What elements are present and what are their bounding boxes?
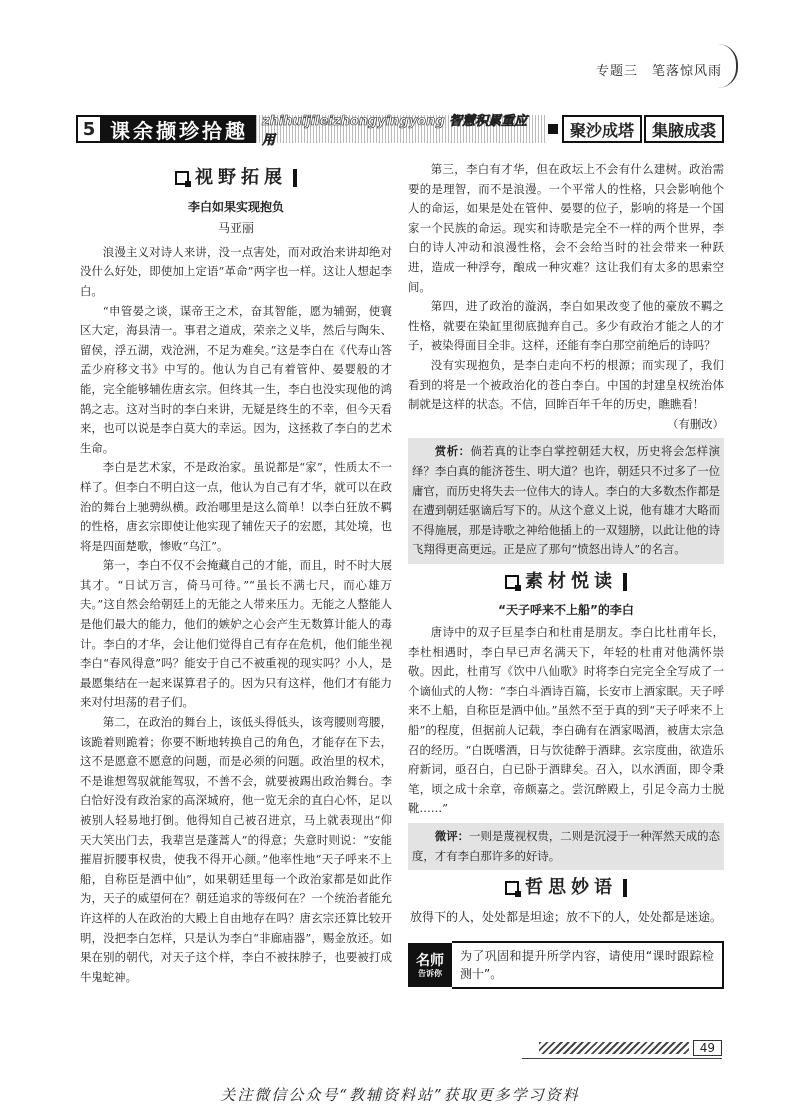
square-marker-icon bbox=[505, 881, 519, 895]
badge-sub: 告诉你 bbox=[418, 968, 442, 978]
page-number: 49 bbox=[693, 1040, 722, 1056]
article-author: 马亚丽 bbox=[217, 221, 254, 236]
tip-text: 为了巩固和提升所学内容，请使用“课时跟踪检测十”。 bbox=[452, 941, 724, 989]
paragraph: 浪漫主义对诗人来讲，没一点害处，而对政治来讲却绝对没什么好处，即使加上定语“革命”两字也一样。这让人想起李白。 bbox=[80, 244, 392, 298]
banner-tag-1: 聚沙成塔 bbox=[562, 115, 642, 143]
appreciation-text: 倘若真的让李白掌控朝廷大权，历史将会怎样演绎？李白真的能济苍生、明大道？也许，朝廷只不过多了一位庸官，而历史将失去一位伟大的诗人。李白的大多数杰作都是在遭到朝廷驱谪后写下的。从这个意义上说，他有雄才大略而不得施展，那是诗歌之神给他插上的一双翅膀，以此让他的诗飞翔得更高更远。正是应了那句“愤怒出诗人”的名言。 bbox=[412, 444, 720, 557]
comment-label: 微评： bbox=[434, 829, 470, 843]
badge-main: 名师 bbox=[416, 952, 444, 969]
paragraph: 第四，进了政治的漩涡，李白如果改变了他的豪放不羁之性格，就要在染缸里彻底抛弃自己。多少有政治才能之人的才子，被染得面目全非。这样，还能有李白那空前绝后的诗吗？ bbox=[408, 299, 724, 353]
divider bbox=[522, 1058, 722, 1059]
banner-tag-2: 集腋成裘 bbox=[644, 115, 724, 143]
paragraph: 第二，在政治的舞台上，该低头得低头，该弯腰则弯腰，该跪着则跪着；你要不断地转换自己的角色，才能存在下去，这不是愿意不愿意的问题，而是必须的问题。政治里的权术，不是谁想驾驭就能驾驭，不善不会，就要被踢出政治舞台。李白恰好没有政治家的高深城府，他一览无余的直白心怀，足以被别人轻易地打倒。他得知自己被召进京，马上就表现出“仰天大笑出门去，我辈岂是蓬蒿人”的得意；失意时则说：“安能摧眉折腰事权贵，使我不得开心颜。”他率性地“天子呼来不上船，自称臣是酒中仙”，如果朝廷里每一个政治家都是如此作为，天子的威望何在？朝廷追求的等级何在？一个统治者能允许这样的人在政治的大殿上自由地存在吗？唐玄宗还算比较开明，没把李白怎样，只是认为李白“非廊庙器”，赐金放还。如果在别的朝代，对天子这个样，李白不被抹脖子，也要被打成牛鬼蛇神。 bbox=[80, 715, 392, 984]
appreciation-label: 赏析： bbox=[434, 444, 471, 459]
paragraph: 没有实现抱负，是李白走向不朽的根源；而实现了，我们看到的将是一个被政治化的苍白李白。中国的封建皇权统治体制就是这样的状态。不信，回眸百年千年的历史，瞧瞧看！ bbox=[408, 357, 724, 412]
section-heading-text: 哲思妙语 bbox=[525, 877, 617, 899]
bar-icon bbox=[293, 169, 297, 187]
square-marker-icon bbox=[505, 575, 519, 589]
bar-icon bbox=[623, 573, 627, 591]
left-column bbox=[80, 160, 392, 987]
footer-note: 关注微信公众号“教辅资料站”获取更多学习资料 bbox=[220, 1086, 580, 1104]
section-banner bbox=[76, 114, 724, 148]
appreciation-box bbox=[408, 438, 724, 564]
teacher-badge bbox=[408, 943, 452, 987]
article-title: 李白如果实现抱负 bbox=[187, 199, 284, 214]
comment-box bbox=[408, 823, 724, 870]
banner-pinyin: zhihuijileizhongyingyong 智慧积累重应用 bbox=[256, 115, 546, 143]
comment-text: 一则是蔑视权贵，二则是沉浸于一种浑然天成的态度，才有李白那许多的好诗。 bbox=[412, 829, 720, 863]
chapter-header: 专题三 笔落惊风雨 bbox=[595, 64, 722, 79]
square-marker-icon bbox=[175, 171, 189, 185]
philosophy-quote: 放得下的人，处处都是坦途；放不下的人，处处都是迷途。 bbox=[409, 909, 722, 924]
stripe-decoration bbox=[539, 1042, 689, 1054]
paragraph: 李白是艺术家，不是政治家。虽说都是“家”，性质太不一样了。但李白不明白这一点，他认为自己有才华，就可以在政治的舞台上驰骋纵横。政治哪里是这么简单！以李白狂放不羁的性格，唐玄宗即使让他实现了辅佐天子的宏愿，其处境，也将是四面楚歌，惨败“乌江”。 bbox=[80, 460, 392, 553]
section-heading-zhesi bbox=[408, 878, 724, 898]
teacher-tip bbox=[408, 941, 724, 989]
right-column bbox=[408, 160, 724, 989]
paragraph: 第三，李白有才华，但在政坛上不会有什么建树。政治需要的是理智，而不是浪漫。一个平常人的性格，只会影响他个人的命运，如果是处在管仲、晏婴的位子，影响的将是一个国家一个民族的命运。现实和诗歌是完全不一样的两个世界，李白的诗人冲动和浪漫性格，会不会给当时的社会带来一种跃进，造成一种浮夸，酿成一种灾难？这让我们有太多的思索空间。 bbox=[408, 162, 724, 294]
section-heading-sucai bbox=[408, 572, 724, 592]
article-title: “天子呼来不上船”的李白 bbox=[498, 603, 634, 618]
banner-number: 5 bbox=[76, 115, 102, 143]
section-heading-text: 素材悦读 bbox=[525, 570, 617, 592]
bar-icon bbox=[623, 879, 627, 897]
source-note: （有删改） bbox=[667, 416, 724, 431]
page-number-block bbox=[539, 1040, 722, 1056]
paragraph: “申管晏之谈，谋帝王之术，奋其智能，愿为辅弼，使寰区大定，海县清一。事君之道成，荣亲之义毕，然后与陶朱、留侯，浮五湖，戏沧洲，不足为难矣。”这是李白在《代寿山答孟少府移文书》中写的。他认为自己有着管仲、晏婴般的才能，完全能够辅佐唐玄宗。但终其一生，李白也没实现他的鸿鹄之志。这对当时的李白来讲，无疑是终生的不幸，但今天看来，也可以说是李白莫大的幸运。因为，这拯救了李白的艺术生命。 bbox=[80, 303, 392, 455]
square-icon bbox=[548, 124, 558, 134]
paragraph: 第一，李白不仅不会掩藏自己的才能，而且，时不时大展其才。“日试万言，倚马可待。”“虽长不满七尺，而心雄万夫。”这自然会给朝廷上的无能之人带来压力。无能之人整能人是他们最大的能力，他们的嫉妒之心会产生无数算计能人的毒计。李白的才华，会让他们觉得自己有存在危机，他们能坐视李白“春风得意”吗？能安于自己不被重视的现实吗？小人，是最愿集结在一起来谋算君子的。因为只有这样，他们才有能力来对付坦荡的君子们。 bbox=[80, 558, 392, 710]
section-heading-shiye bbox=[80, 168, 392, 188]
banner-title: 课余撷珍拾趣 bbox=[102, 115, 256, 143]
paragraph: 唐诗中的双子巨星李白和杜甫是朋友。李白比杜甫年长，李杜相遇时，李白早已声名满天下，年轻的杜甫对他满怀崇敬。因此，杜甫写《饮中八仙歌》时将李白完完全全写成了一个谪仙式的人物：“李白斗酒诗百篇，长安市上酒家眠。天子呼来不上船，自称臣是酒中仙。”虽然不至于真的到“天子呼来不上船”的程度，但据前人记载，李白确有在酒家喝酒，被唐太宗急召的经历。“白既嗜酒，日与饮徒醉于酒肆。玄宗度曲，欲造乐府新词，亟召白，白已卧于酒肆矣。召入，以水洒面，即令秉笔，顷之成十余章，帝颇嘉之。尝沉醉殿上，引足令高力士脱靴……” bbox=[408, 625, 724, 816]
section-heading-text: 视野拓展 bbox=[195, 167, 287, 188]
